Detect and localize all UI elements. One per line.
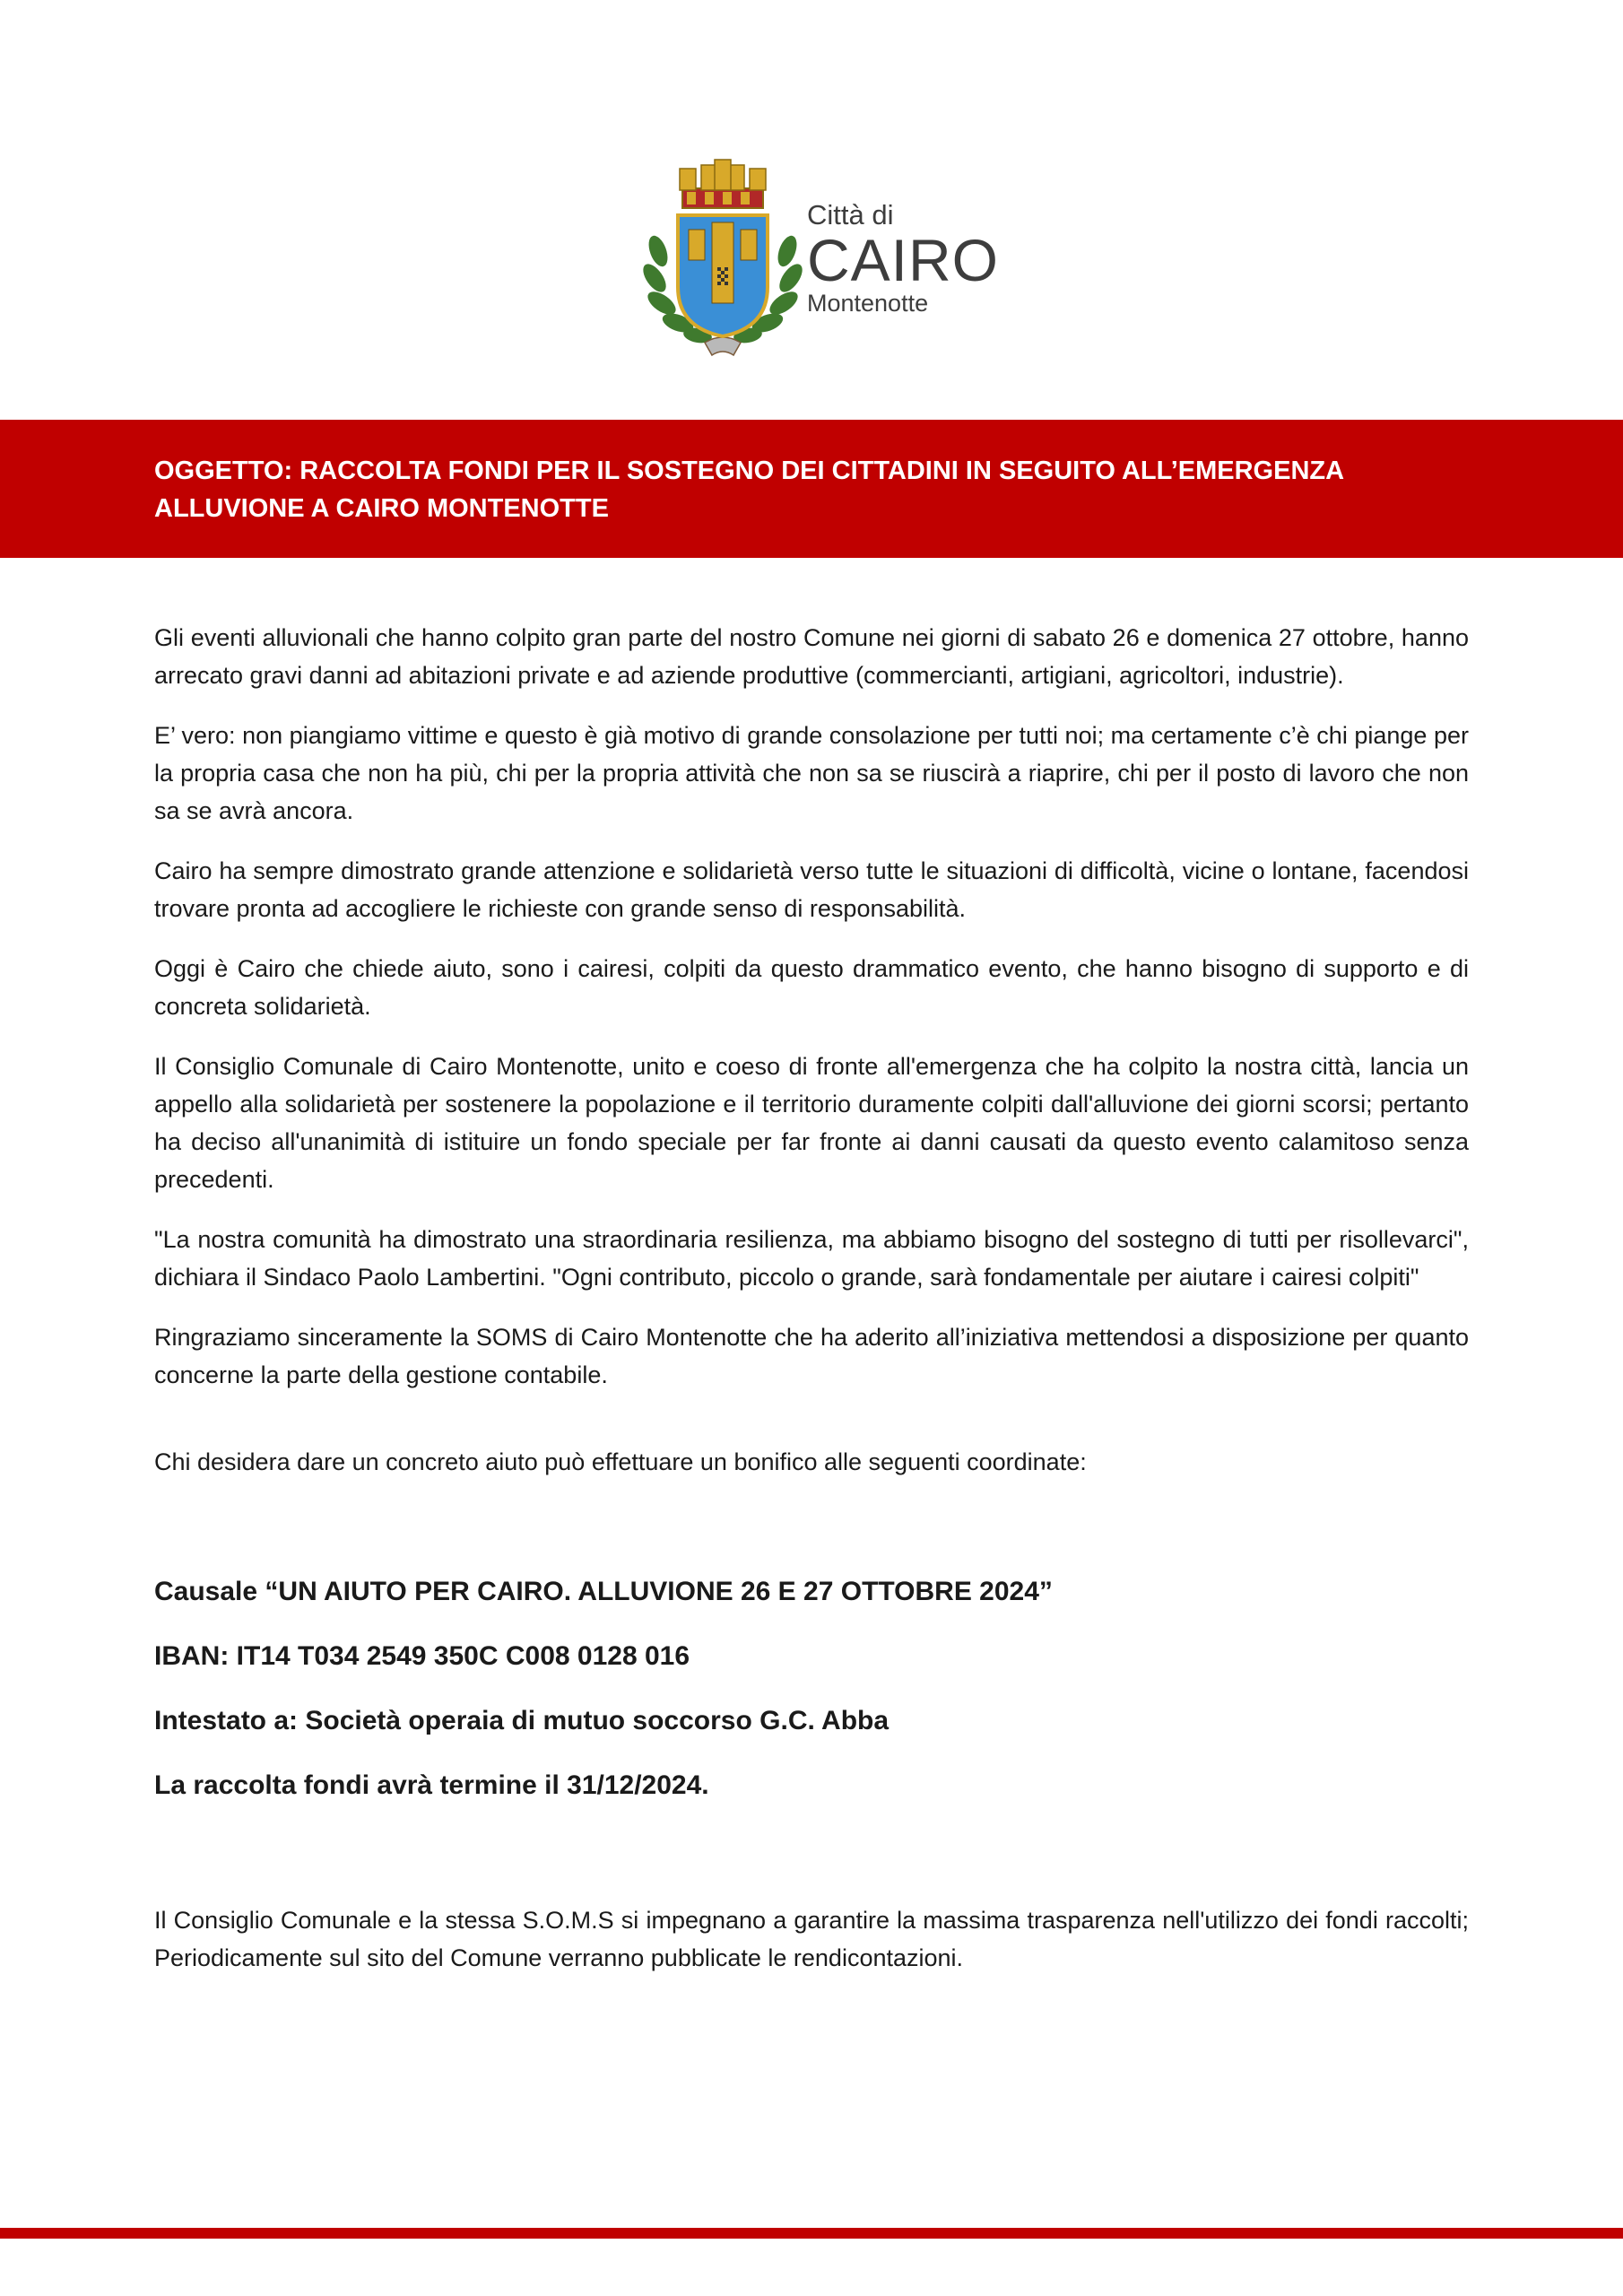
subject-title: OGGETTO: RACCOLTA FONDI PER IL SOSTEGNO DEI CITTADINI IN SEGUITO ALL’EMERGENZA ALLUVIONE A CAIRO MONTENOTTE <box>154 457 1343 523</box>
subject-banner <box>0 420 1623 558</box>
coordinates-intro: Chi desidera dare un concreto aiuto può effettuare un bonifico alle seguenti coordinate: <box>154 1448 1087 1475</box>
paragraph-2: E’ vero: non piangiamo vittime e questo è già motivo di grande consolazione per tutti noi; ma certamente c’è chi piange per la propria casa che non ha più, chi per la propria attività che non sa se riuscirà a riaprire, chi per il posto di lavoro che non sa se avrà ancora. <box>154 722 1469 824</box>
logo-text <box>807 199 999 317</box>
closing-paragraph: Il Consiglio Comunale e la stessa S.O.M.S si impegnano a garantire la massima trasparenza nell'utilizzo dei fondi raccolti; Periodicamente sul sito del Comune verranno pubblicate le rendicontazioni. <box>154 1907 1469 1971</box>
logo-line-citta: Città di <box>807 199 894 230</box>
causale-line: Causale “UN AIUTO PER CAIRO. ALLUVIONE 26 E 27 OTTOBRE 2024” <box>154 1577 1053 1606</box>
paragraph-3: Cairo ha sempre dimostrato grande attenzione e solidarietà verso tutte le situazioni di difficoltà, vicine o lontane, facendosi trovare pronta ad accogliere le richieste con grande senso di responsabilità. <box>154 857 1469 922</box>
intestato-line: Intestato a: Società operaia di mutuo soccorso G.C. Abba <box>154 1706 890 1735</box>
paragraph-6: "La nostra comunità ha dimostrato una straordinaria resilienza, ma abbiamo bisogno del sostegno di tutti per risollevarci", dichiara il Sindaco Paolo Lambertini. "Ogni contributo, piccolo o grande, sarà fondamentale per aiutare i cairesi colpiti" <box>154 1226 1469 1291</box>
coat-of-arms-icon <box>633 152 812 359</box>
logo-line-montenotte: Montenotte <box>807 290 929 317</box>
paragraph-1: Gli eventi alluvionali che hanno colpito gran parte del nostro Comune nei giorni di sabato 26 e domenica 27 ottobre, hanno arrecato gravi danni ad abitazioni private e ad aziende produttive (commercianti, artigiani, agricoltori, industrie). <box>154 624 1469 689</box>
paragraph-4: Oggi è Cairo che chiede aiuto, sono i cairesi, colpiti da questo drammatico evento, che hanno bisogno di supporto e di concreta solidarietà. <box>154 955 1469 1020</box>
deadline-line: La raccolta fondi avrà termine il 31/12/2024. <box>154 1770 709 1800</box>
city-logo <box>633 152 1000 359</box>
paragraph-5: Il Consiglio Comunale di Cairo Montenotte, unito e coeso di fronte all'emergenza che ha colpito la nostra città, lancia un appello alla solidarietà per sostenere la popolazione e il territorio duramente colpiti dall'alluvione dei giorni scorsi; pertanto ha deciso all'unanimità di istituire un fondo speciale per far fronte ai danni causati da questo evento calamitoso senza precedenti. <box>154 1053 1469 1193</box>
letter-body <box>154 619 1469 1999</box>
iban-line: IBAN: IT14 T034 2549 350C C008 0128 016 <box>154 1641 690 1671</box>
footer-divider <box>0 2228 1623 2239</box>
paragraph-7: Ringraziamo sinceramente la SOMS di Cairo Montenotte che ha aderito all’iniziativa mettendosi a disposizione per quanto concerne la parte della gestione contabile. <box>154 1324 1469 1388</box>
logo-line-cairo: CAIRO <box>807 227 1000 293</box>
